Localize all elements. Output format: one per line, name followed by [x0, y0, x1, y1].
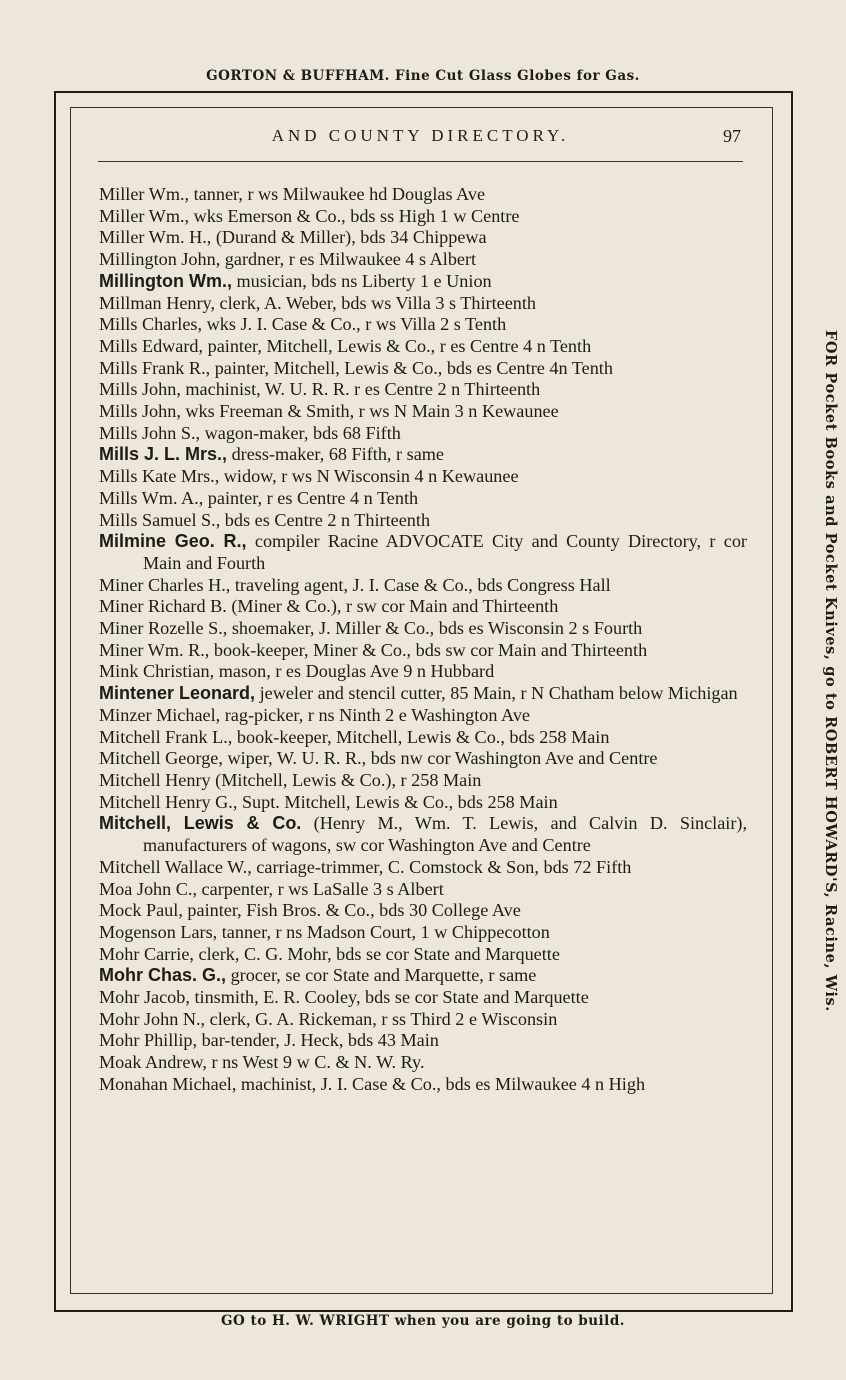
directory-entries — [99, 184, 747, 1096]
entry-text: Mitchell Henry (Mitchell, Lewis & Co.), r 258 Main — [99, 769, 482, 790]
running-head — [70, 126, 771, 150]
directory-entry — [99, 184, 747, 206]
entry-text: Miner Richard B. (Miner & Co.), r sw cor Main and Thirteenth — [99, 596, 559, 617]
entry-text: grocer, se cor State and Marquette, r same — [226, 965, 537, 986]
directory-entry — [99, 444, 747, 466]
directory-entry — [99, 249, 747, 271]
directory-entry — [99, 857, 747, 879]
entry-text: Miller Wm. H., (Durand & Miller), bds 34 Chippewa — [99, 227, 487, 248]
directory-entry — [99, 531, 747, 574]
directory-entry — [99, 1009, 747, 1031]
directory-entry — [99, 922, 747, 944]
directory-entry — [99, 879, 747, 901]
entry-text: Mills Wm. A., painter, r es Centre 4 n Tenth — [99, 487, 419, 508]
directory-entry — [99, 379, 747, 401]
entry-text: jeweler and stencil cutter, 85 Main, r N Chatham below Michigan — [255, 683, 738, 704]
entry-text: Mitchell George, wiper, W. U. R. R., bds nw cor Washington Ave and Centre — [99, 748, 658, 769]
entry-text: Miner Rozelle S., shoemaker, J. Miller & Co., bds es Wisconsin 2 s Fourth — [99, 618, 643, 639]
directory-entry — [99, 727, 747, 749]
entry-text: Miller Wm., wks Emerson & Co., bds ss High 1 w Centre — [99, 205, 520, 226]
directory-entry — [99, 640, 747, 662]
entry-bold-name: Millington Wm., — [99, 270, 232, 291]
directory-entry — [99, 661, 747, 683]
side-advertisement: FOR Pocket Books and Pocket Knives, go to ROBERT HOWARD'S, Racine, Wis. — [822, 330, 839, 1012]
directory-entry — [99, 1074, 747, 1096]
directory-entry — [99, 510, 747, 532]
directory-entry — [99, 401, 747, 423]
entry-text: Mohr Jacob, tinsmith, E. R. Cooley, bds se cor State and Marquette — [99, 987, 589, 1008]
entry-text: Moa John C., carpenter, r ws LaSalle 3 s Albert — [99, 878, 444, 899]
directory-entry — [99, 900, 747, 922]
directory-entry — [99, 206, 747, 228]
directory-entry — [99, 1052, 747, 1074]
directory-entry — [99, 770, 747, 792]
header-advertisement: GORTON & BUFFHAM. Fine Cut Glass Globes for Gas. — [206, 68, 640, 84]
page-number: 97 — [723, 126, 741, 146]
entry-text: Mills Kate Mrs., widow, r ws N Wisconsin 4 n Kewaunee — [99, 466, 519, 487]
directory-entry — [99, 336, 747, 358]
footer-advertisement: GO to H. W. WRIGHT when you are going to build. — [221, 1313, 625, 1329]
directory-entry — [99, 987, 747, 1009]
directory-entry — [99, 227, 747, 249]
entry-text: Miller Wm., tanner, r ws Milwaukee hd Douglas Ave — [99, 184, 486, 204]
entry-bold-name: Mitchell, Lewis & Co. — [99, 813, 302, 834]
directory-entry — [99, 271, 747, 293]
directory-entry — [99, 358, 747, 380]
entry-text: Millman Henry, clerk, A. Weber, bds ws Villa 3 s Thirteenth — [99, 292, 537, 313]
entry-text: Mills John, wks Freeman & Smith, r ws N Main 3 n Kewaunee — [99, 401, 559, 422]
entry-text: Mills Charles, wks J. I. Case & Co., r ws Villa 2 s Tenth — [99, 314, 507, 335]
entry-text: Mills John S., wagon-maker, bds 68 Fifth — [99, 422, 401, 443]
entry-bold-name: Mintener Leonard, — [99, 683, 256, 704]
entry-text: musician, bds ns Liberty 1 e Union — [231, 270, 492, 291]
entry-text: Mitchell Wallace W., carriage-trimmer, C. Comstock & Son, bds 72 Fifth — [99, 856, 632, 877]
entry-text: Mitchell Frank L., book-keeper, Mitchell, Lewis & Co., bds 258 Main — [99, 726, 610, 747]
entry-bold-name: Milmine Geo. R., — [99, 531, 247, 552]
header-rule — [98, 161, 743, 162]
directory-entry — [99, 965, 747, 987]
entry-text: Mills Edward, painter, Mitchell, Lewis & Co., r es Centre 4 n Tenth — [99, 335, 592, 356]
entry-bold-name: Mohr Chas. G., — [99, 965, 227, 986]
directory-entry — [99, 314, 747, 336]
entry-text: Miner Charles H., traveling agent, J. I. Case & Co., bds Congress Hall — [99, 574, 611, 595]
entry-text: dress-maker, 68 Fifth, r same — [227, 444, 444, 465]
entry-bold-name: Mills J. L. Mrs., — [99, 444, 228, 465]
entry-text: Mink Christian, mason, r es Douglas Ave 9 n Hubbard — [99, 661, 495, 682]
directory-entry — [99, 466, 747, 488]
directory-entry — [99, 944, 747, 966]
running-title: AND COUNTY DIRECTORY. — [271, 126, 570, 145]
directory-entry — [99, 293, 747, 315]
entry-text: Mills John, machinist, W. U. R. R. r es Centre 2 n Thirteenth — [99, 379, 541, 400]
entry-text: compiler Racine ADVOCATE City and County Directory, r cor Main and Fourth — [143, 531, 747, 573]
directory-entry — [99, 705, 747, 727]
entry-text: Mohr Phillip, bar-tender, J. Heck, bds 43 Main — [99, 1030, 439, 1051]
directory-entry — [99, 423, 747, 445]
directory-entry — [99, 596, 747, 618]
entry-text: Mohr Carrie, clerk, C. G. Mohr, bds se cor State and Marquette — [99, 943, 560, 964]
entry-text: Moak Andrew, r ns West 9 w C. & N. W. Ry. — [99, 1052, 425, 1073]
entry-text: Millington John, gardner, r es Milwaukee 4 s Albert — [99, 249, 477, 270]
directory-entry — [99, 1030, 747, 1052]
entry-text: Mock Paul, painter, Fish Bros. & Co., bds 30 College Ave — [99, 900, 521, 921]
entry-text: (Henry M., Wm. T. Lewis, and Calvin D. Sinclair), manufacturers of wagons, sw cor Washington Ave and Centre — [143, 813, 748, 856]
directory-entry — [99, 748, 747, 770]
directory-entry — [99, 618, 747, 640]
entry-text: Mills Samuel S., bds es Centre 2 n Thirteenth — [99, 509, 431, 530]
entry-text: Mills Frank R., painter, Mitchell, Lewis & Co., bds es Centre 4n Tenth — [99, 357, 613, 378]
directory-entry — [99, 683, 747, 705]
directory-entry — [99, 575, 747, 597]
directory-entry — [99, 792, 747, 814]
entry-text: Mogenson Lars, tanner, r ns Madson Court, 1 w Chippecotton — [99, 921, 550, 942]
entry-text: Miner Wm. R., book-keeper, Miner & Co., bds sw cor Main and Thirteenth — [99, 639, 648, 660]
entry-text: Monahan Michael, machinist, J. I. Case & Co., bds es Milwaukee 4 n High — [99, 1073, 646, 1094]
entry-text: Minzer Michael, rag-picker, r ns Ninth 2 e Washington Ave — [99, 704, 530, 725]
entry-text: Mitchell Henry G., Supt. Mitchell, Lewis & Co., bds 258 Main — [99, 791, 558, 812]
directory-entry — [99, 488, 747, 510]
entry-text: Mohr John N., clerk, G. A. Rickeman, r ss Third 2 e Wisconsin — [99, 1008, 558, 1029]
directory-entry — [99, 813, 747, 856]
